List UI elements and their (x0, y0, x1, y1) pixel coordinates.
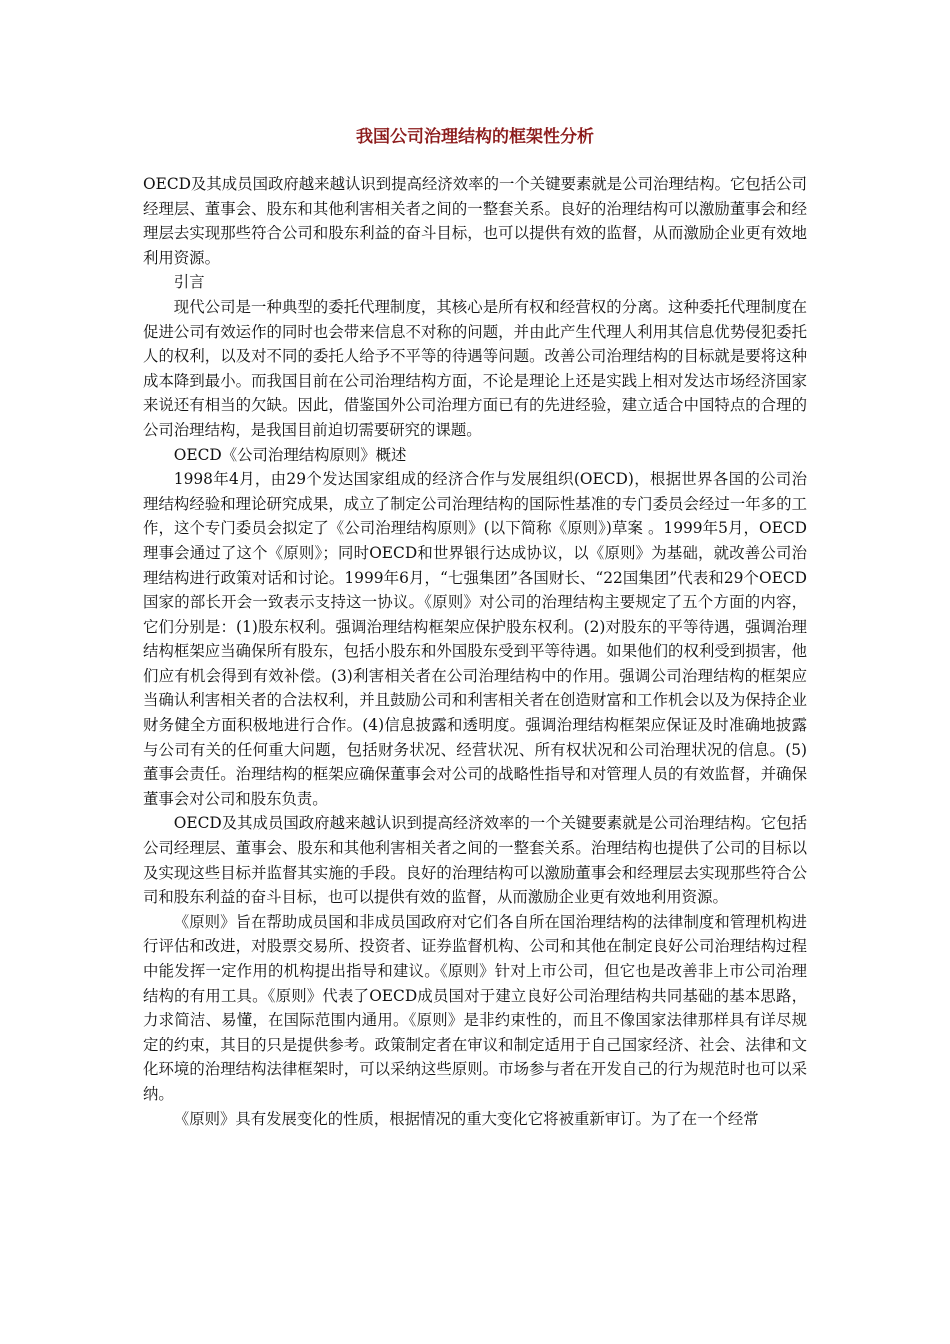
paragraph-principles-purpose: 《原则》旨在帮助成员国和非成员国政府对它们各自所在国治理结构的法律制度和管理机构进行评估和改进，对股票交易所、投资者、证券监督机构、公司和其他在制定良好公司治理结构过程中能发挥一定作用的机构提出指导和建议。《原则》针对上市公司，但它也是改善非上市公司治理结构的有用工具。《原则》代表了OECD成员国对于建立良好公司治理结构共同基础的基本思路，力求简洁、易懂，在国际范围内通用。《原则》是非约束性的，而且不像国家法律那样具有详尽规定的约束，其目的只是提供参考。政策制定者在审议和制定适用于自己国家经济、社会、法律和文化环境的治理结构法律框架时，可以采纳这些原则。市场参与者在开发自己的行为规范时也可以采纳。 (143, 912, 807, 1103)
paragraph-principles-evolution: 《原则》具有发展变化的性质，根据情况的重大变化它将被重新审订。为了在一个经常 (173, 1109, 759, 1128)
section-heading-introduction: 引言 (173, 273, 205, 292)
paragraph-oecd-history: 1998年4月，由29个发达国家组成的经济合作与发展组织(OECD)，根据世界各国的公司治理结构经验和理论研究成果，成立了制定公司治理结构的国际性基准的专门委员会经过一年多的工作，这个专门委员会拟定了《公司治理结构原则》(以下简称《原则》)草案 。1999年5月，OECD理事会通过了这个《原则》；同时OECD和世界银行达成协议，以《原则》为基础，就改善公司治理结构进行政策对话和讨论。1999年6月，“七强集团”各国财长、“22国集团”代表和29个OECD国家的部长开会一致表示支持这一协议。《原则》对公司的治理结构主要规定了五个方面的内容，它们分别是：(1)股东权利。强调治理结构框架应保护股东权利。(2)对股东的平等待遇，强调治理结构框架应当确保所有股东，包括小股东和外国股东受到平等待遇。如果他们的权利受到损害，他们应有机会得到有效补偿。(3)利害相关者在公司治理结构中的作用。强调公司治理结构的框架应当确认利害相关者的合法权利，并且鼓励公司和利害相关者在创造财富和工作机会以及为保持企业财务健全方面积极地进行合作。(4)信息披露和透明度。强调治理结构框架应保证及时准确地披露与公司有关的任何重大问题，包括财务状况、经营状况、所有权状况和公司治理状况的信息。(5)董事会责任。治理结构的框架应确保董事会对公司的战略性指导和对管理人员的有效监督，并确保董事会对公司和股东负责。 (143, 470, 807, 808)
paragraph-agency: 现代公司是一种典型的委托代理制度，其核心是所有权和经营权的分离。这种委托代理制度在促进公司有效运作的同时也会带来信息不对称的问题，并由此产生代理人利用其信息优势侵犯委托人的权利，以及对不同的委托人给予不平等的待遇等问题。改善公司治理结构的目标就是要将这种成本降到最小。而我国目前在公司治理结构方面，不论是理论上还是实践上相对发达市场经济国家来说还有相当的欠缺。因此，借鉴国外公司治理方面已有的先进经验，建立适合中国特点的合理的公司治理结构，是我国目前迫切需要研究的课题。 (143, 297, 807, 439)
section-heading-oecd-overview: OECD《公司治理结构原则》概述 (173, 445, 407, 464)
paragraph-governance-definition: OECD及其成员国政府越来越认识到提高经济效率的一个关键要素就是公司治理结构。它包括公司经理层、董事会、股东和其他利害相关者之间的一整套关系。治理结构也提供了公司的目标以及实现这些目标并监督其实施的手段。良好的治理结构可以激励董事会和经理层去实现那些符合公司和股东利益的奋斗目标，也可以提供有效的监督，从而激励企业更有效地利用资源。 (143, 814, 807, 907)
document-title: 我国公司治理结构的框架性分析 (356, 127, 594, 147)
document-body (143, 172, 807, 1131)
paragraph-intro-summary: OECD及其成员国政府越来越认识到提高经济效率的一个关键要素就是公司治理结构。它包括公司经理层、董事会、股东和其他利害相关者之间的一整套关系。良好的治理结构可以激励董事会和经理层去实现那些符合公司和股东利益的奋斗目标，也可以提供有效的监督，从而激励企业更有效地利用资源。 (143, 175, 807, 267)
